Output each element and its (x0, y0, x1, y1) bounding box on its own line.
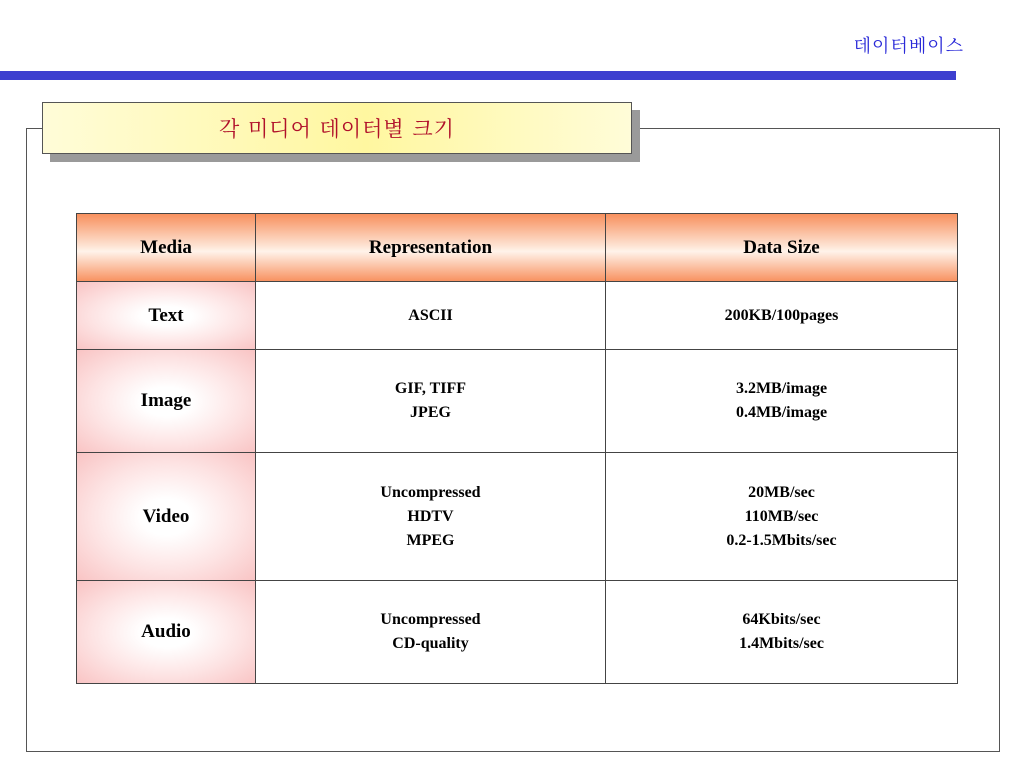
data-size-line: 3.2MB/image (735, 380, 828, 397)
data-size-cell-image (606, 350, 958, 453)
column-header-media: Media (77, 214, 256, 282)
header-rule (0, 71, 956, 80)
table-row-text (77, 282, 958, 350)
data-size-line: 110MB/sec (744, 507, 819, 525)
slide-title: 각 미디어 데이터별 크기 (219, 117, 455, 141)
representation-line: Uncompressed (380, 611, 481, 628)
data-size-line: 0.4MB/image (735, 404, 828, 421)
representation-line: Uncompressed (380, 483, 481, 501)
data-size-line: 200KB/100pages (724, 306, 839, 324)
table-row-audio (77, 581, 958, 684)
table-header-row (77, 214, 958, 282)
representation-cell-audio (256, 581, 606, 684)
column-header-representation: Representation (256, 214, 606, 282)
representation-cell-image (256, 350, 606, 453)
data-size-line: 20MB/sec (748, 483, 815, 501)
data-size-cell-audio (606, 581, 958, 684)
media-cell-text: Text (77, 282, 256, 350)
data-size-cell-text (606, 282, 958, 350)
representation-line: MPEG (406, 531, 455, 549)
media-cell-audio: Audio (77, 581, 256, 684)
media-cell-image: Image (77, 350, 256, 453)
representation-line: CD-quality (392, 635, 469, 652)
slide-title-box (42, 102, 632, 154)
table-row-image (77, 350, 958, 453)
representation-line: JPEG (410, 404, 451, 421)
representation-cell-video (256, 453, 606, 581)
column-header-data-size: Data Size (606, 214, 958, 282)
representation-line: HDTV (407, 507, 454, 525)
data-size-line: 0.2-1.5Mbits/sec (726, 531, 837, 549)
data-size-cell-video (606, 453, 958, 581)
representation-line: ASCII (408, 306, 453, 324)
media-size-table (76, 213, 958, 684)
representation-line: GIF, TIFF (394, 380, 467, 397)
representation-cell-text (256, 282, 606, 350)
data-size-line: 1.4Mbits/sec (739, 635, 824, 652)
media-cell-video: Video (77, 453, 256, 581)
table-row-video (77, 453, 958, 581)
header-title: 데이터베이스 (853, 36, 964, 57)
data-size-line: 64Kbits/sec (742, 611, 821, 628)
